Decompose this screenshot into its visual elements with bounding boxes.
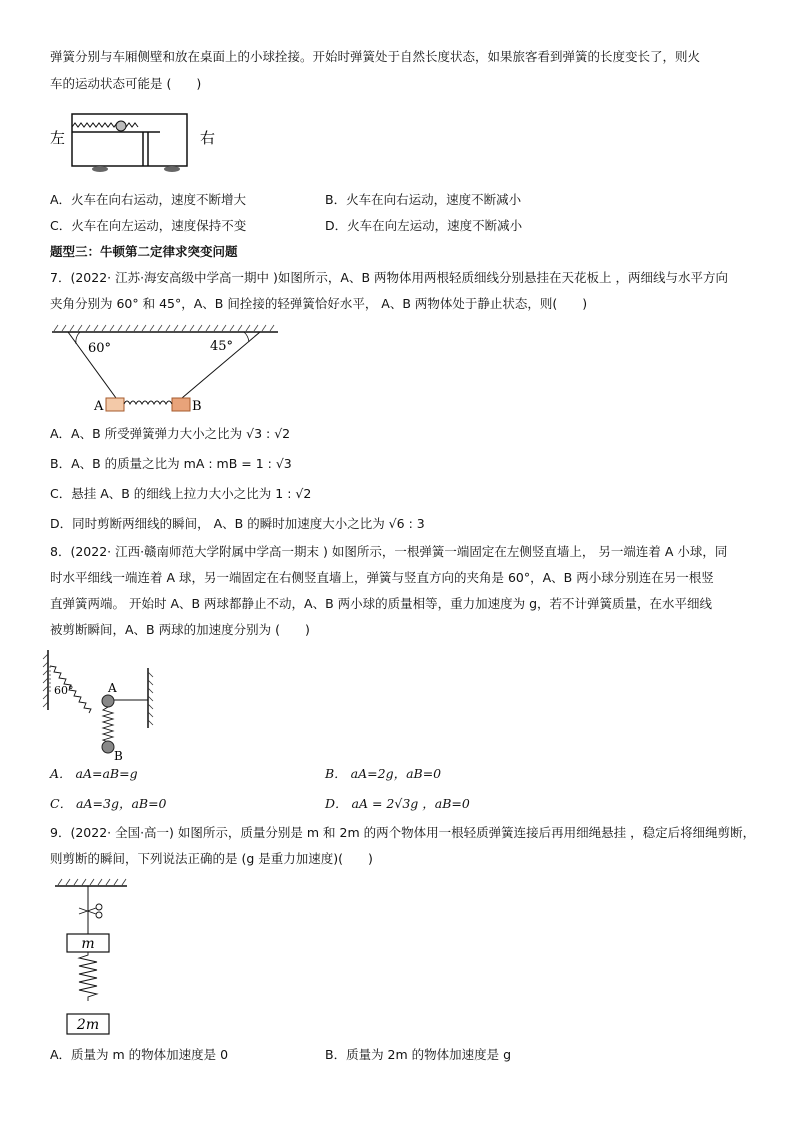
q9-line1: 9．(2022· 全国·高一) 如图所示，质量分别是 m 和 2m 的两个物体用一根轻质弹簧连接后再用细绳悬挂 ，稳定后将细绳剪断， [50,825,756,840]
q7-option-b: B．A、B 的质量之比为 mA : mB = 1 : √3 [50,456,292,471]
q8-line3: 直弹簧两端。 开始时 A、B 两球都静止不动，A、B 两小球的质量相等，重力加速度为 g，若不计弹簧质量，在水平细线 [50,596,713,611]
q6-option-c: C．火车在向左运动，速度保持不变 [50,218,247,233]
q8-fig-label-b: B [114,749,123,763]
q6-train-figure [50,100,230,180]
q6-fig-left-label: 左 [50,129,66,147]
q8-option-b: B． aA=2g，aB=0 [325,766,442,781]
q7-option-d: D．同时剪断两细线的瞬间， A、B 的瞬时加速度大小之比为 √6 : 3 [50,516,425,531]
q7-option-c: C．悬挂 A、B 的细线上拉力大小之比为 1 : √2 [50,486,312,501]
q9-fig-mass-2m: 2m [76,1017,100,1033]
q9-line2: 则剪断的瞬间，下列说法正确的是 (g 是重力加速度)( ) [50,851,373,866]
q7-fig-angle-45: 45° [210,339,234,354]
q9-option-b: B．质量为 2m 的物体加速度是 g [325,1047,512,1062]
q9-figure [55,878,135,1038]
q6-fig-right-label: 右 [200,129,216,147]
q6-line1: 弹簧分别与车厢侧壁和放在桌面上的小球拴接。开始时弹簧处于自然长度状态，如果旅客看到弹簧的长度变长了，则火 [50,49,701,64]
q6-option-b: B．火车在向右运动，速度不断减小 [325,192,522,207]
q8-line2: 时水平细线一端连着 A 球，另一端固定在右侧竖直墙上，弹簧与竖直方向的夹角是 60°，A、B 两小球分别连在另一根竖 [50,570,714,585]
q9-fig-mass-m: m [81,936,95,952]
q8-option-a: A． aA=aB=g [50,766,138,781]
q7-line2: 夹角分别为 60° 和 45°，A、B 间拴接的轻弹簧恰好水平， A、B 两物体处于静止状态，则( ) [50,296,588,311]
q8-line4: 被剪断瞬间，A、B 两球的加速度分别为 ( ) [50,622,310,637]
q7-fig-label-b: B [192,399,202,414]
q8-option-d: D． aA = 2√3g ，aB=0 [325,796,470,811]
q6-option-d: D．火车在向左运动，速度不断减小 [325,218,523,233]
q9-option-a: A．质量为 m 的物体加速度是 0 [50,1047,229,1062]
section-heading: 题型三：牛顿第二定律求突变问题 [50,244,238,259]
q6-option-a: A．火车在向右运动，速度不断增大 [50,192,247,207]
q7-option-a: A．A、B 所受弹簧弹力大小之比为 √3 : √2 [50,426,291,441]
q8-option-c: C． aA=3g，aB=0 [50,796,167,811]
q7-fig-label-a: A [94,399,104,414]
q6-line2: 车的运动状态可能是 ( ) [50,76,202,91]
q8-fig-angle-60: 60° [54,684,74,697]
q7-line1: 7．(2022· 江苏·海安高级中学高一期中 )如图所示，A、B 两物体用两根轻质细线分别悬挂在天花板上 ，两细线与水平方向 [50,270,728,285]
q7-figure [50,322,280,414]
q8-line1: 8．(2022· 江西·赣南师范大学附属中学高一期末 ) 如图所示，一根弹簧一端固定在左侧竖直墙上， 另一端连着 A 小球，同 [50,544,728,559]
q7-fig-angle-60: 60° [88,341,112,356]
q8-fig-label-a: A [108,681,117,695]
q8-figure [40,648,155,763]
